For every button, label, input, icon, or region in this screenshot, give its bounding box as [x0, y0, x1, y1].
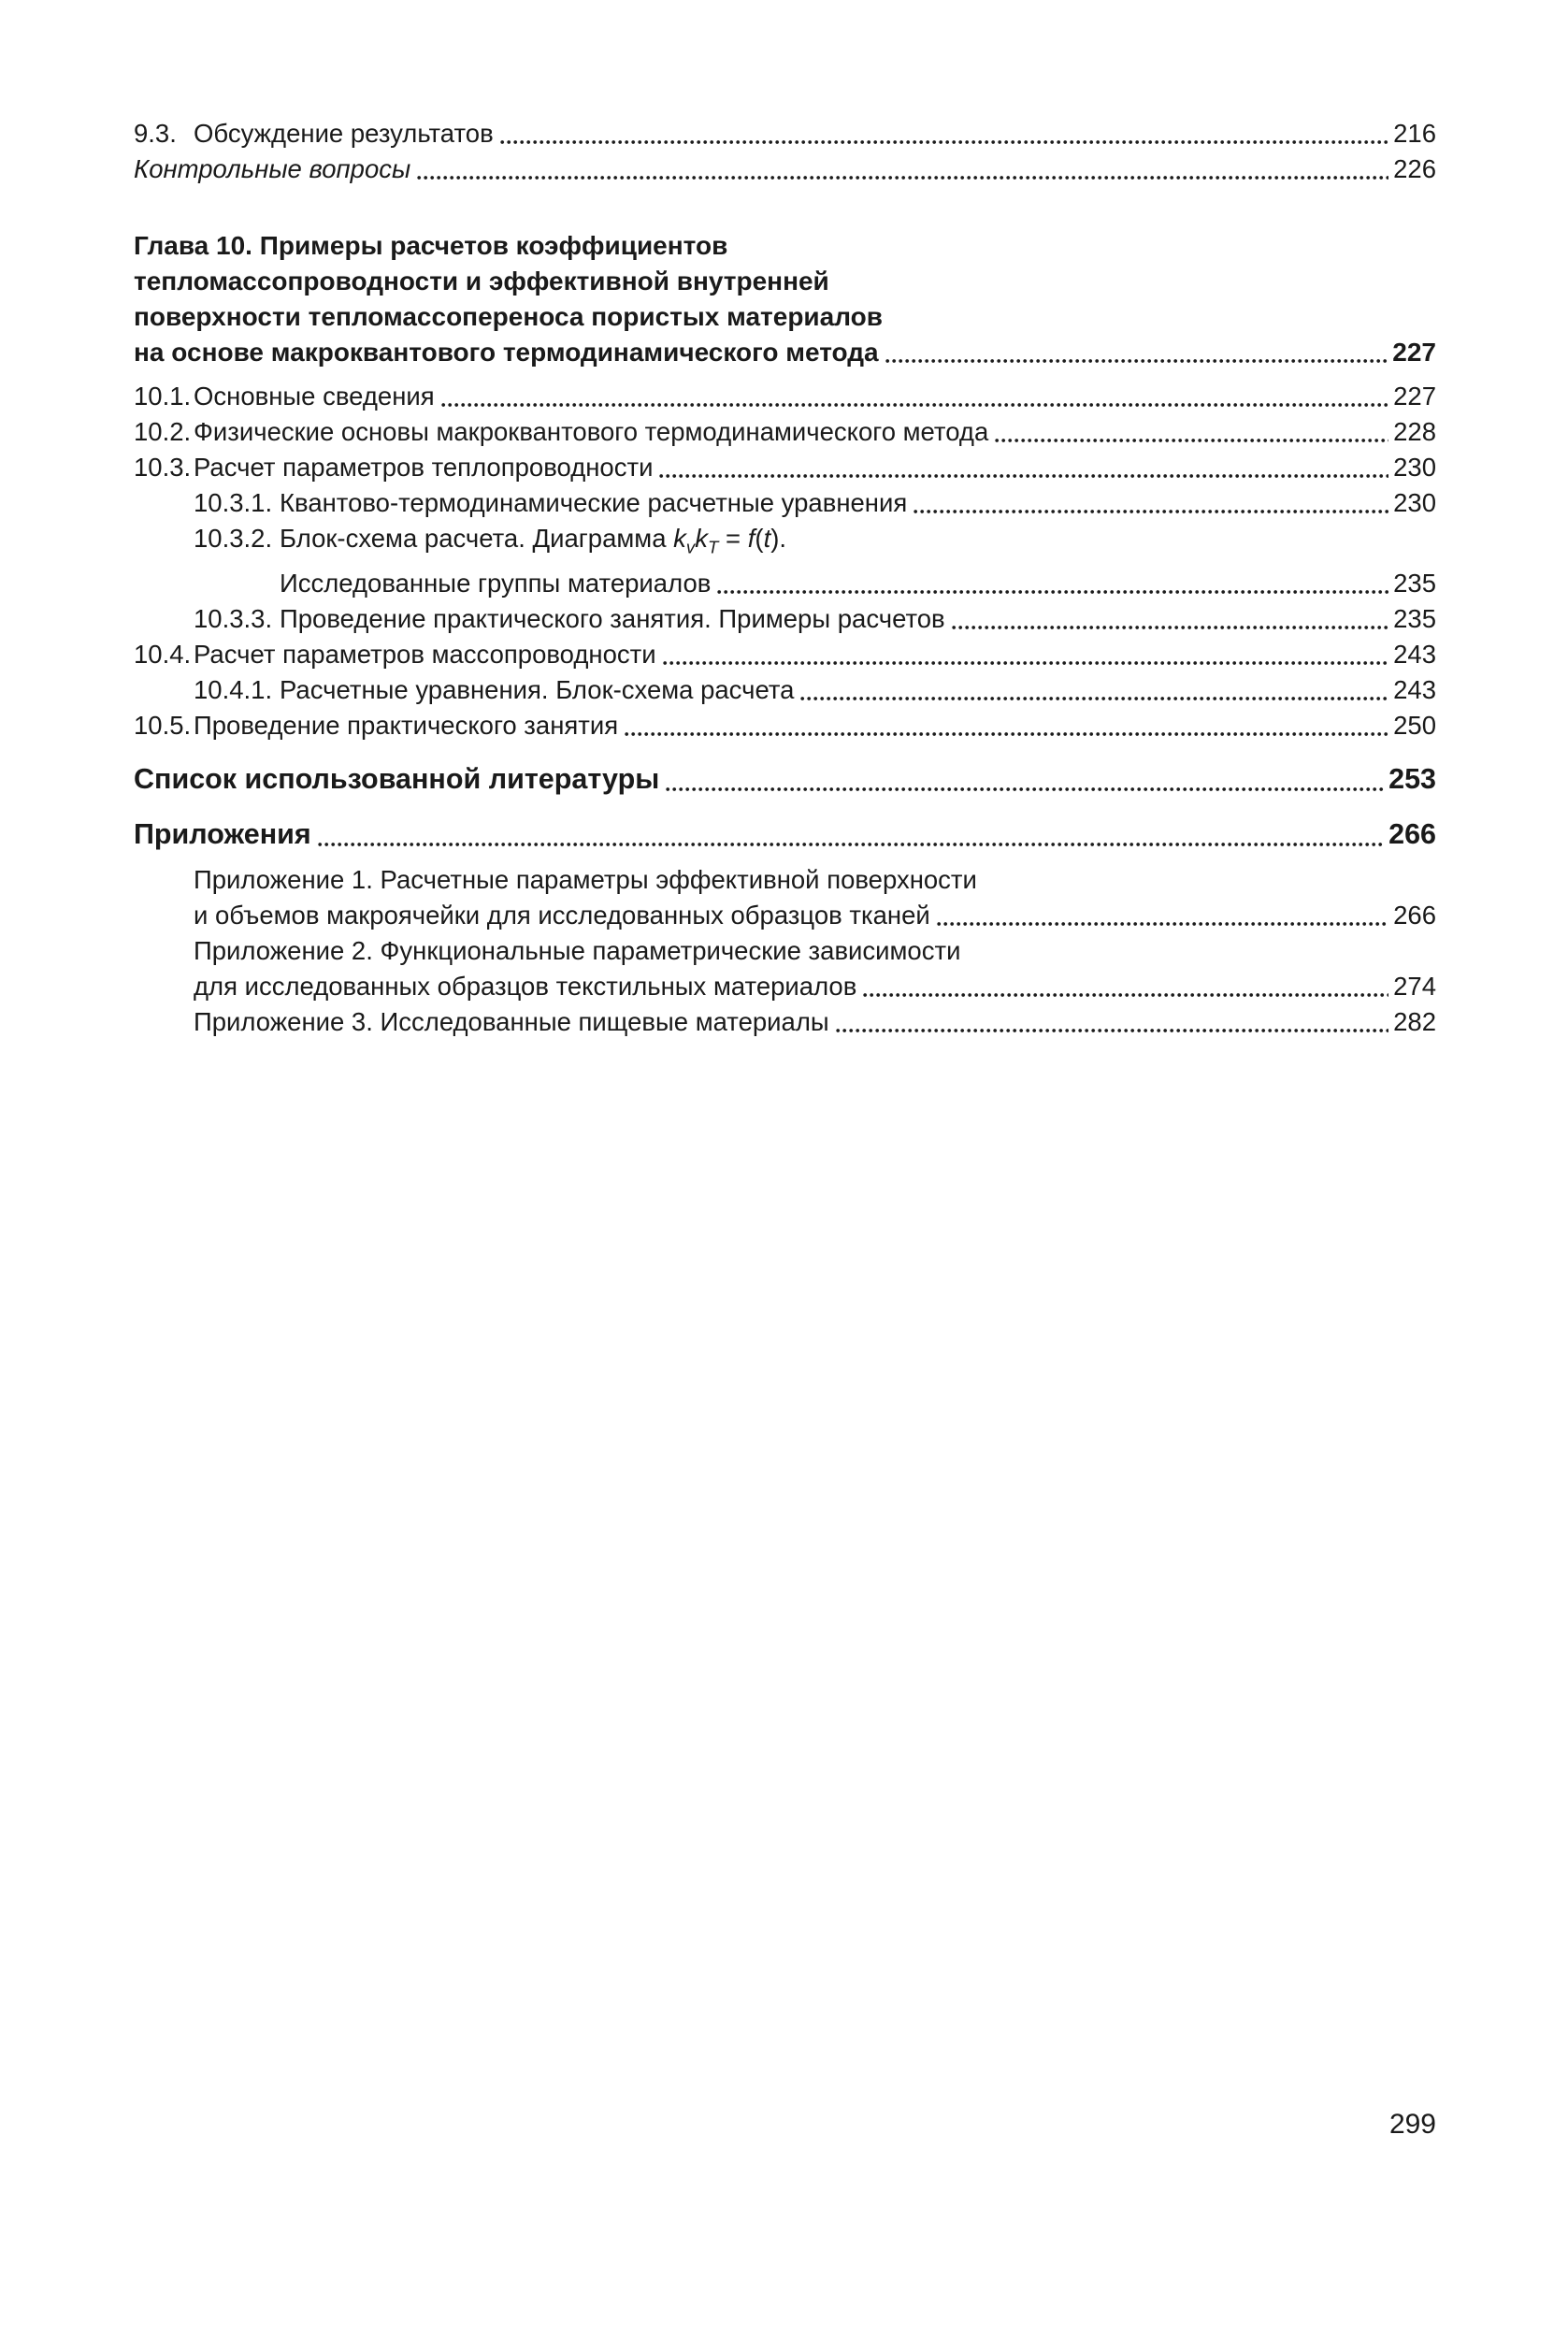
dot-leader	[717, 589, 1388, 595]
table-of-contents	[134, 116, 1436, 1040]
toc-entry-label: Физические основы макроквантового термодинамического метода	[194, 417, 989, 446]
toc-entry-page: 228	[1393, 417, 1436, 446]
page-number: 299	[1388, 2109, 1436, 2140]
toc-entry-number: 10.1.	[134, 382, 192, 411]
dot-leader	[995, 438, 1388, 443]
toc-entry-label: Расчетные уравнения. Блок-схема расчета	[280, 674, 795, 704]
dot-leader	[863, 992, 1388, 998]
toc-entry	[134, 485, 1436, 521]
dot-leader	[659, 473, 1388, 479]
toc-entry-label: Основные сведения	[194, 382, 435, 411]
toc-entry-page: 227	[1392, 338, 1436, 367]
toc-entry-page: 243	[1393, 639, 1436, 669]
toc-entry-number: 10.4.1.	[194, 674, 273, 704]
toc-entry-label: и объемов макроячейки для исследованных образцов тканей	[194, 900, 930, 930]
toc-entry-label: Блок-схема расчета. Диаграмма $k_vk_T = f(t)$.	[280, 524, 787, 557]
dot-leader	[800, 696, 1388, 701]
dot-leader	[937, 921, 1388, 927]
toc-chapter-heading-line	[134, 228, 1436, 264]
toc-entry-page: 282	[1393, 1006, 1436, 1036]
toc-entry-page: 235	[1393, 568, 1436, 598]
toc-entry-page: 266	[1388, 817, 1436, 850]
toc-entry-label: Расчет параметров массопроводности	[194, 639, 656, 669]
dot-leader	[318, 842, 1384, 847]
toc-entry-number: 10.3.2.	[194, 524, 273, 553]
toc-entry-page: 216	[1393, 119, 1436, 148]
toc-entry-label: Обсуждение результатов	[194, 119, 494, 148]
toc-entry-number: 10.5.	[134, 710, 192, 740]
toc-entry	[134, 637, 1436, 672]
toc-entry	[134, 601, 1436, 637]
toc-section-heading	[134, 815, 1436, 854]
toc-entry	[134, 116, 1436, 151]
toc-entry-page: 274	[1393, 971, 1436, 1001]
toc-entry-label: поверхности тепломассопереноса пористых материалов	[134, 302, 883, 331]
toc-entry-label: Список использованной литературы	[134, 762, 660, 795]
toc-entry	[134, 862, 1436, 898]
toc-entry-label: Проведение практического занятия	[194, 710, 619, 740]
toc-entry-continuation	[134, 898, 1436, 933]
toc-entry-page: 266	[1393, 900, 1436, 930]
toc-entry-number: 10.4.	[134, 639, 192, 669]
toc-entry	[134, 414, 1436, 450]
dot-leader	[885, 358, 1388, 364]
dot-leader	[836, 1028, 1388, 1033]
toc-entry-continuation	[134, 566, 1436, 601]
toc-entry-number: 10.3.	[134, 453, 192, 482]
toc-entry	[134, 379, 1436, 414]
toc-entry-label: Проведение практического занятия. Примеры расчетов	[280, 603, 945, 633]
toc-entry	[134, 672, 1436, 708]
toc-entry-page: 226	[1393, 154, 1436, 183]
toc-entry-number: 10.3.3.	[194, 603, 273, 633]
toc-entry-label: Глава 10. Примеры расчетов коэффициентов	[134, 231, 728, 260]
toc-entry-label: Приложение 1. Расчетные параметры эффективной поверхности	[194, 864, 977, 894]
toc-entry	[134, 708, 1436, 743]
toc-entry-page: 230	[1393, 453, 1436, 482]
toc-chapter-heading-line	[134, 335, 1436, 370]
dot-leader	[625, 731, 1388, 737]
toc-entry-number: 10.3.1.	[194, 488, 273, 517]
toc-entry-label: Приложение 3. Исследованные пищевые материалы	[194, 1006, 829, 1036]
toc-entry-page: 227	[1393, 382, 1436, 411]
toc-entry	[134, 1004, 1436, 1040]
dot-leader	[913, 509, 1388, 514]
toc-entry-label: Исследованные группы материалов	[280, 568, 712, 598]
dot-leader	[417, 175, 1388, 180]
toc-entry-label: Приложение 2. Функциональные параметрические зависимости	[194, 935, 961, 965]
toc-entry-label: для исследованных образцов текстильных материалов	[194, 971, 857, 1001]
toc-entry	[134, 521, 1436, 566]
toc-entry-page: 243	[1393, 674, 1436, 704]
toc-entry	[134, 151, 1436, 187]
toc-entry-label: Приложения	[134, 817, 311, 850]
toc-entry-label: на основе макроквантового термодинамического метода	[134, 338, 879, 367]
toc-entry-label: Расчет параметров теплопроводности	[194, 453, 654, 482]
toc-entry	[134, 450, 1436, 485]
toc-entry-page: 230	[1393, 488, 1436, 517]
toc-entry-page: 250	[1393, 710, 1436, 740]
toc-entry-label: Контрольные вопросы	[134, 154, 411, 183]
dot-leader	[666, 786, 1384, 792]
toc-entry-page: 253	[1388, 762, 1436, 795]
toc-entry-label: Квантово-термодинамические расчетные уравнения	[280, 488, 908, 517]
dot-leader	[663, 660, 1388, 666]
dot-leader	[441, 402, 1388, 408]
toc-section-heading	[134, 759, 1436, 799]
toc-entry-continuation	[134, 969, 1436, 1004]
dot-leader	[952, 625, 1388, 630]
toc-chapter-heading-line	[134, 299, 1436, 335]
toc-entry-page: 235	[1393, 603, 1436, 633]
toc-entry	[134, 933, 1436, 969]
toc-entry-number: 10.2.	[134, 417, 192, 446]
toc-entry-label: тепломассопроводности и эффективной внутренней	[134, 267, 829, 296]
toc-entry-number: 9.3.	[134, 119, 177, 148]
dot-leader	[500, 139, 1388, 145]
toc-chapter-heading-line	[134, 264, 1436, 299]
